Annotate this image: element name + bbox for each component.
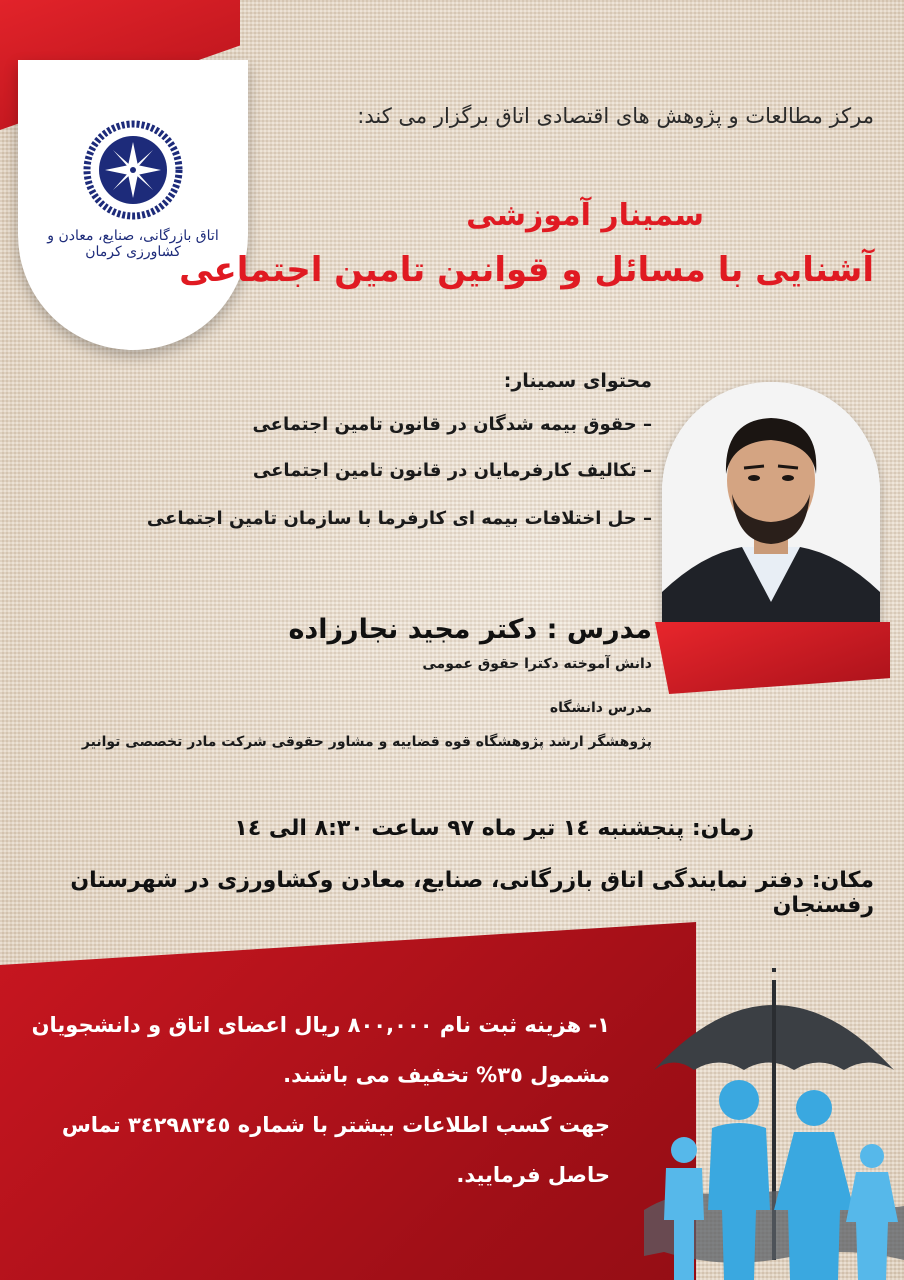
fee-line: مشمول ٣٥% تخفیف می باشند. xyxy=(283,1063,610,1087)
content-heading: محتوای سمینار: xyxy=(503,370,652,392)
registration-info xyxy=(20,1012,610,1212)
iccima-emblem-icon xyxy=(83,120,183,220)
topic-item: – حل اختلافات بیمه ای کارفرما با سازمان تامین اجتماعی xyxy=(146,508,652,529)
seminar-type: سمینار آموزشی xyxy=(466,198,704,233)
lecturer-credential: دانش آموخته دکترا حقوق عمومی xyxy=(422,656,652,672)
speaker-portrait xyxy=(662,382,880,630)
topic-item: – تکالیف کارفرمایان در قانون تامین اجتماعی xyxy=(252,460,652,481)
logo-badge xyxy=(18,60,248,350)
fee-line: ١- هزینه ثبت نام ٨٠٠,٠٠٠ ریال اعضای اتاق و دانشجویان xyxy=(31,1013,610,1037)
contact-line: حاصل فرمایید. xyxy=(456,1163,610,1187)
seminar-title: آشنایی با مسائل و قوانین تامین اجتماعی xyxy=(179,250,874,290)
lecturer-credential: پژوهشگر ارشد پژوهشگاه قوه قضاییه و مشاور حقوقی شرکت مادر تخصصی توانیر xyxy=(81,734,652,750)
logo-caption: اتاق بازرگانی، صنایع، معادن و کشاورزی کرمان xyxy=(47,228,219,260)
photo-ribbon xyxy=(655,622,890,694)
event-time: زمان: پنجشنبه ١٤ تیر ماه ٩٧ ساعت ٨:٣٠ الی ١٤ xyxy=(234,816,754,841)
speaker-photo-card xyxy=(662,382,880,630)
event-place: مکان: دفتر نمایندگی اتاق بازرگانی، صنایع، معادن وکشاورزی در شهرستان رفسنجان xyxy=(70,868,874,918)
family-umbrella-icon xyxy=(644,960,904,1280)
lecturer-name: مدرس : دکتر مجید نجارزاده xyxy=(288,614,652,645)
organizer-text: مرکز مطالعات و پژوهش های اقتصادی اتاق برگزار می کند: xyxy=(357,104,874,128)
contact-line: جهت کسب اطلاعات بیشتر با شماره ٣٤٢٩٨٣٤٥ تماس xyxy=(61,1113,610,1137)
lecturer-credential: مدرس دانشگاه xyxy=(549,700,652,716)
topic-item: – حقوق بیمه شدگان در قانون تامین اجتماعی xyxy=(252,414,652,435)
